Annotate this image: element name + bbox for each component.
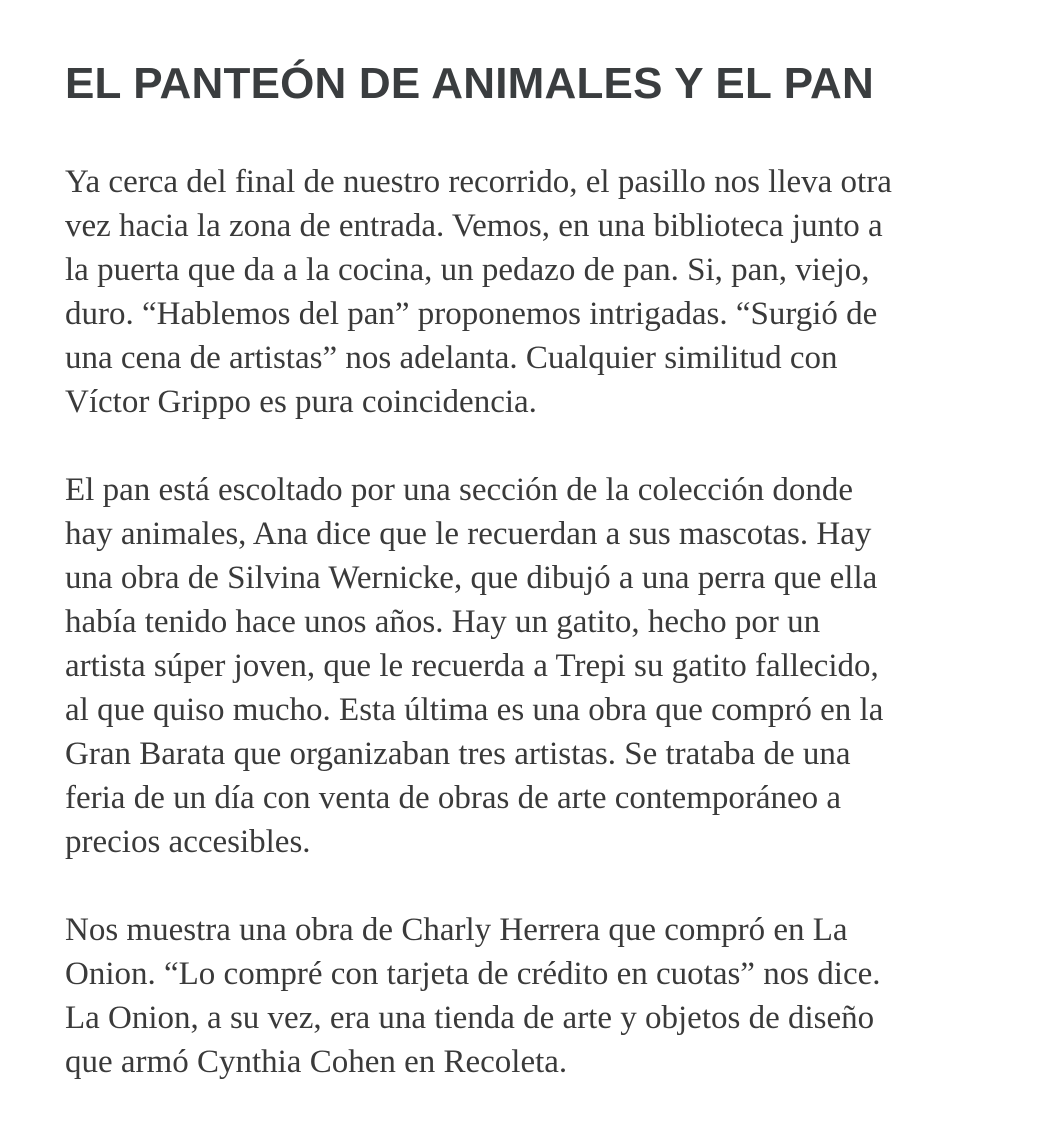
paragraph-line: hay animales, Ana dice que le recuerdan a sus mascotas. Hay [65,516,872,552]
paragraph-line: artista súper joven, que le recuerda a Trepi su gatito fallecido, [65,648,879,684]
paragraph-animals [65,468,1005,864]
paragraph-line: El pan está escoltado por una sección de la colección donde [65,472,854,508]
paragraph-line: Ya cerca del final de nuestro recorrido, el pasillo nos lleva otra [65,164,892,200]
paragraph-line: al que quiso mucho. Esta última es una obra que compró en la [65,692,884,728]
paragraph-line: precios accesibles. [65,824,311,860]
paragraph-line: vez hacia la zona de entrada. Vemos, en una biblioteca junto a [65,208,883,244]
paragraph-line: Víctor Grippo es pura coincidencia. [65,384,537,420]
paragraph-line: Onion. “Lo compré con tarjeta de crédito en cuotas” nos dice. [65,956,881,992]
paragraph-line: una obra de Silvina Wernicke, que dibujó a una perra que ella [65,560,878,596]
paragraph-line: Nos muestra una obra de Charly Herrera que compró en La [65,912,848,948]
paragraph-line: había tenido hace unos años. Hay un gatito, hecho por un [65,604,821,640]
paragraph-line: una cena de artistas” nos adelanta. Cualquier similitud con [65,340,838,376]
paragraph-line: feria de un día con venta de obras de arte contemporáneo a [65,780,842,816]
paragraph-la-onion [65,908,1005,1084]
paragraph-line: que armó Cynthia Cohen en Recoleta. [65,1044,568,1080]
article [65,58,1005,1084]
paragraph-line: Gran Barata que organizaban tres artistas. Se trataba de una [65,736,851,772]
paragraph-line: La Onion, a su vez, era una tienda de arte y objetos de diseño [65,1000,875,1036]
article-title: EL PANTEÓN DE ANIMALES Y EL PAN [65,59,874,108]
paragraph-line: duro. “Hablemos del pan” proponemos intrigadas. “Surgió de [65,296,878,332]
paragraph-bread [65,160,1005,424]
paragraph-line: la puerta que da a la cocina, un pedazo de pan. Si, pan, viejo, [65,252,870,288]
